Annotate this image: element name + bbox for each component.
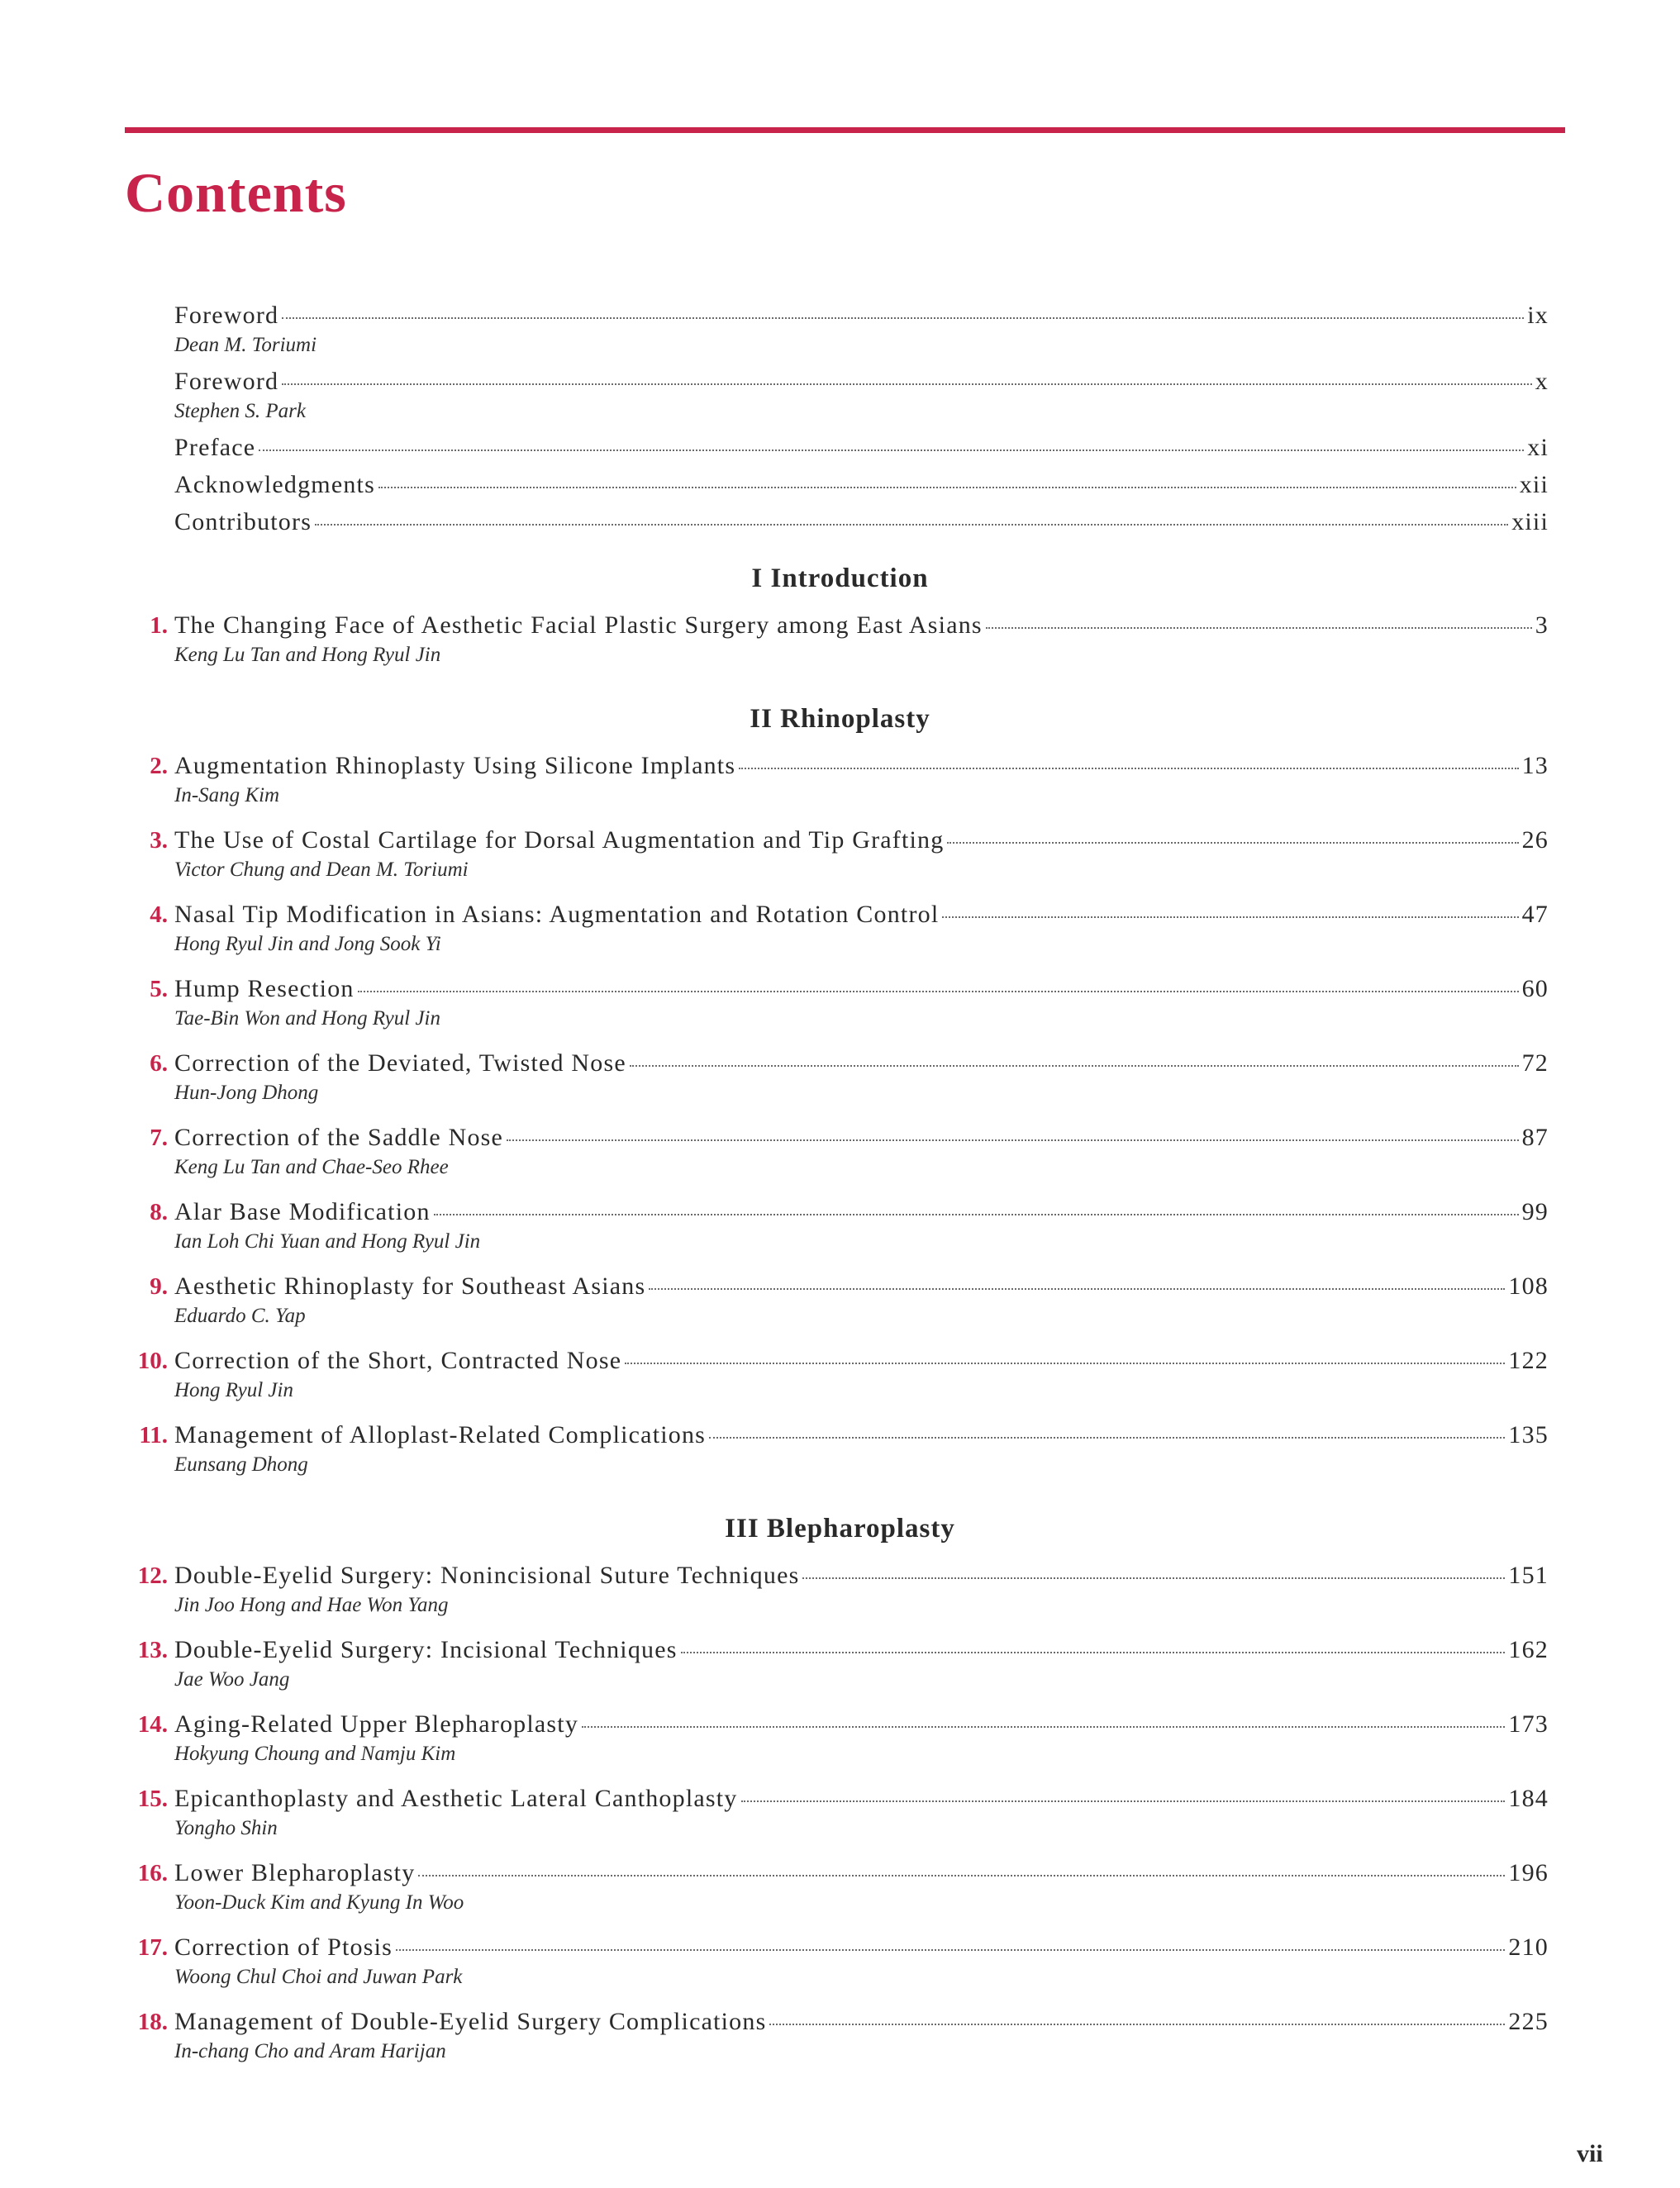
dot-leader — [947, 842, 1518, 844]
page-number: 26 — [1521, 826, 1549, 854]
entry-title[interactable]: Alar Base Modification — [174, 1198, 431, 1225]
entry-title[interactable]: Double-Eyelid Surgery: Incisional Techniques — [174, 1636, 678, 1663]
toc-front-entry[interactable] — [0, 432, 1680, 469]
toc-line — [174, 1560, 1549, 1591]
toc-chapter-entry[interactable] — [0, 1709, 1680, 1783]
page-number: 173 — [1508, 1710, 1549, 1738]
entry-title[interactable]: Preface — [174, 434, 256, 461]
page-number: 60 — [1521, 975, 1549, 1002]
entry-title[interactable]: Foreword — [174, 302, 279, 329]
dot-leader — [739, 768, 1518, 769]
toc-line — [174, 432, 1549, 464]
entry-author: Woong Chul Choi and Juwan Park — [174, 1966, 463, 1988]
chapter-number: 2. — [150, 753, 168, 779]
dot-leader — [358, 991, 1519, 992]
entry-title[interactable]: Correction of the Deviated, Twisted Nose — [174, 1049, 626, 1077]
chapter-number: 14. — [137, 1711, 168, 1738]
toc-line — [174, 1709, 1549, 1740]
entry-author: Jin Joo Hong and Hae Won Yang — [174, 1594, 449, 1616]
part-heading: I Introduction — [751, 564, 929, 593]
toc-chapter-entry[interactable] — [0, 1634, 1680, 1709]
chapter-number: 10. — [137, 1348, 168, 1374]
toc-line — [174, 1345, 1549, 1377]
dot-leader — [649, 1288, 1505, 1290]
page-number: ix — [1527, 302, 1549, 329]
entry-author: Hokyung Choung and Namju Kim — [174, 1743, 456, 1765]
page-folio: vii — [1577, 2140, 1603, 2167]
chapter-number: 9. — [150, 1273, 168, 1300]
entry-title[interactable]: Aesthetic Rhinoplasty for Southeast Asians — [174, 1272, 646, 1300]
dot-leader — [582, 1726, 1505, 1728]
entry-author: Dean M. Toriumi — [174, 334, 317, 356]
entry-title[interactable]: Hump Resection — [174, 975, 355, 1002]
toc-line — [174, 1857, 1549, 1889]
toc-line — [174, 1048, 1549, 1079]
entry-author: Stephen S. Park — [174, 400, 306, 422]
page-number: 210 — [1508, 1934, 1549, 1961]
page-number: 122 — [1508, 1347, 1549, 1374]
entry-author: Keng Lu Tan and Hong Ryul Jin — [174, 644, 441, 666]
page-title: Contents — [125, 161, 347, 224]
entry-author: Jae Woo Jang — [174, 1668, 290, 1691]
toc-line — [174, 1196, 1549, 1228]
table-of-contents — [0, 300, 1680, 2081]
entry-title[interactable]: Correction of the Short, Contracted Nose — [174, 1347, 622, 1374]
chapter-number: 17. — [137, 1934, 168, 1961]
chapter-number: 4. — [150, 901, 168, 928]
dot-leader — [315, 524, 1508, 526]
toc-line — [174, 899, 1549, 930]
entry-title[interactable]: Management of Alloplast-Related Complications — [174, 1421, 707, 1448]
entry-title[interactable]: Augmentation Rhinoplasty Using Silicone Implants — [174, 752, 736, 779]
toc-line — [174, 610, 1549, 641]
toc-line — [174, 507, 1549, 538]
page-number: xii — [1519, 471, 1549, 498]
toc-chapter-entry[interactable] — [0, 899, 1680, 973]
chapter-number: 8. — [150, 1199, 168, 1225]
toc-front-entry[interactable] — [0, 300, 1680, 366]
toc-chapter-entry[interactable] — [0, 973, 1680, 1048]
toc-line — [174, 973, 1549, 1005]
toc-chapter-entry[interactable] — [0, 1420, 1680, 1494]
entry-author: Yoon-Duck Kim and Kyung In Woo — [174, 1891, 464, 1914]
dot-leader — [741, 1800, 1506, 1802]
page-number: 3 — [1535, 611, 1549, 639]
toc-line — [174, 1420, 1549, 1451]
toc-chapter-entry[interactable] — [0, 1122, 1680, 1196]
page-number: 225 — [1508, 2008, 1549, 2035]
toc-chapter-entry[interactable] — [0, 1560, 1680, 1634]
dot-leader — [942, 916, 1518, 918]
page-number: xi — [1527, 434, 1549, 461]
toc-line — [174, 825, 1549, 856]
toc-line — [174, 1932, 1549, 1963]
page-number: 184 — [1508, 1785, 1549, 1812]
chapter-number: 18. — [137, 2009, 168, 2035]
chapter-number: 13. — [137, 1637, 168, 1663]
entry-author: Hun-Jong Dhong — [174, 1082, 319, 1104]
toc-line — [174, 1122, 1549, 1153]
entry-title[interactable]: Foreword — [174, 368, 279, 395]
dot-leader — [986, 627, 1532, 629]
chapter-number: 11. — [139, 1422, 168, 1448]
entry-title[interactable]: Correction of the Saddle Nose — [174, 1124, 504, 1151]
entry-author: Ian Loh Chi Yuan and Hong Ryul Jin — [174, 1230, 481, 1253]
entry-title[interactable]: The Changing Face of Aesthetic Facial Plastic Surgery among East Asians — [174, 611, 983, 639]
toc-front-entry[interactable] — [0, 366, 1680, 432]
page-number: 135 — [1508, 1421, 1549, 1448]
toc-chapter-entry[interactable] — [0, 1345, 1680, 1420]
toc-line — [174, 469, 1549, 501]
toc-chapter-entry[interactable] — [0, 1271, 1680, 1345]
entry-title[interactable]: Nasal Tip Modification in Asians: Augmentation and Rotation Control — [174, 901, 940, 928]
entry-title[interactable]: Aging-Related Upper Blepharoplasty — [174, 1710, 579, 1738]
chapter-number: 15. — [137, 1786, 168, 1812]
chapter-number: 3. — [150, 827, 168, 854]
entry-title[interactable]: Contributors — [174, 508, 312, 535]
chapter-number: 12. — [137, 1563, 168, 1589]
page-number: 87 — [1521, 1124, 1549, 1151]
toc-line — [174, 1783, 1549, 1815]
part-heading: II Rhinoplasty — [750, 704, 930, 734]
page-number: 13 — [1521, 752, 1549, 779]
part-heading: III Blepharoplasty — [725, 1514, 955, 1543]
toc-line — [174, 366, 1549, 397]
chapter-number: 16. — [137, 1860, 168, 1886]
chapter-number: 5. — [150, 976, 168, 1002]
dot-leader — [418, 1875, 1505, 1876]
dot-leader — [396, 1949, 1505, 1951]
page-number: 196 — [1508, 1859, 1549, 1886]
entry-author: Victor Chung and Dean M. Toriumi — [174, 859, 469, 881]
dot-leader — [434, 1214, 1519, 1215]
dot-leader — [802, 1577, 1505, 1579]
toc-chapter-entry[interactable] — [0, 1196, 1680, 1271]
page-number: x — [1535, 368, 1549, 395]
toc-chapter-entry[interactable] — [0, 1783, 1680, 1857]
page-number: 47 — [1521, 901, 1549, 928]
chapter-number: 7. — [150, 1125, 168, 1151]
toc-line — [174, 1271, 1549, 1302]
page-number: xiii — [1511, 508, 1549, 535]
entry-author: Tae-Bin Won and Hong Ryul Jin — [174, 1007, 440, 1030]
toc-line — [174, 750, 1549, 782]
chapter-number: 1. — [150, 612, 168, 639]
toc-chapter-entry[interactable] — [0, 825, 1680, 899]
entry-title[interactable]: The Use of Costal Cartilage for Dorsal Augmentation and Tip Grafting — [174, 826, 945, 854]
dot-leader — [507, 1139, 1519, 1141]
top-rule — [125, 127, 1565, 133]
dot-leader — [681, 1652, 1506, 1653]
entry-author: Hong Ryul Jin and Jong Sook Yi — [174, 933, 441, 955]
dot-leader — [282, 317, 1524, 319]
entry-author: Yongho Shin — [174, 1817, 278, 1839]
entry-title[interactable]: Correction of Ptosis — [174, 1934, 393, 1961]
toc-chapter-entry[interactable] — [0, 1932, 1680, 2006]
entry-title[interactable]: Management of Double-Eyelid Surgery Complications — [174, 2008, 767, 2035]
entry-author: Eunsang Dhong — [174, 1453, 308, 1476]
entry-author: Keng Lu Tan and Chae-Seo Rhee — [174, 1156, 449, 1178]
toc-line — [174, 300, 1549, 331]
page-number: 72 — [1521, 1049, 1549, 1077]
dot-leader — [378, 487, 1516, 488]
entry-title[interactable]: Acknowledgments — [174, 471, 375, 498]
entry-author: Eduardo C. Yap — [174, 1305, 306, 1327]
toc-chapter-entry[interactable] — [0, 610, 1680, 684]
toc-chapter-entry[interactable] — [0, 1048, 1680, 1122]
toc-front-entry[interactable] — [0, 469, 1680, 507]
page-number: 108 — [1508, 1272, 1549, 1300]
dot-leader — [709, 1437, 1505, 1439]
toc-line — [174, 2006, 1549, 2038]
toc-line — [174, 1634, 1549, 1666]
dot-leader — [282, 383, 1532, 385]
entry-title[interactable]: Lower Blepharoplasty — [174, 1859, 416, 1886]
entry-title[interactable]: Double-Eyelid Surgery: Nonincisional Suture Techniques — [174, 1562, 800, 1589]
entry-author: In-chang Cho and Aram Harijan — [174, 2040, 446, 2062]
entry-title[interactable]: Epicanthoplasty and Aesthetic Lateral Canthoplasty — [174, 1785, 738, 1812]
toc-chapter-entry[interactable] — [0, 1857, 1680, 1932]
toc-chapter-entry[interactable] — [0, 2006, 1680, 2081]
page-number: 151 — [1508, 1562, 1549, 1589]
dot-leader — [630, 1065, 1519, 1067]
toc-chapter-entry[interactable] — [0, 750, 1680, 825]
toc-front-entry[interactable] — [0, 507, 1680, 544]
dot-leader — [769, 2024, 1505, 2025]
entry-author: In-Sang Kim — [174, 784, 280, 806]
entry-author: Hong Ryul Jin — [174, 1379, 293, 1401]
dot-leader — [259, 449, 1524, 451]
page-number: 162 — [1508, 1636, 1549, 1663]
chapter-number: 6. — [150, 1050, 168, 1077]
page-number: 99 — [1521, 1198, 1549, 1225]
dot-leader — [625, 1363, 1505, 1364]
